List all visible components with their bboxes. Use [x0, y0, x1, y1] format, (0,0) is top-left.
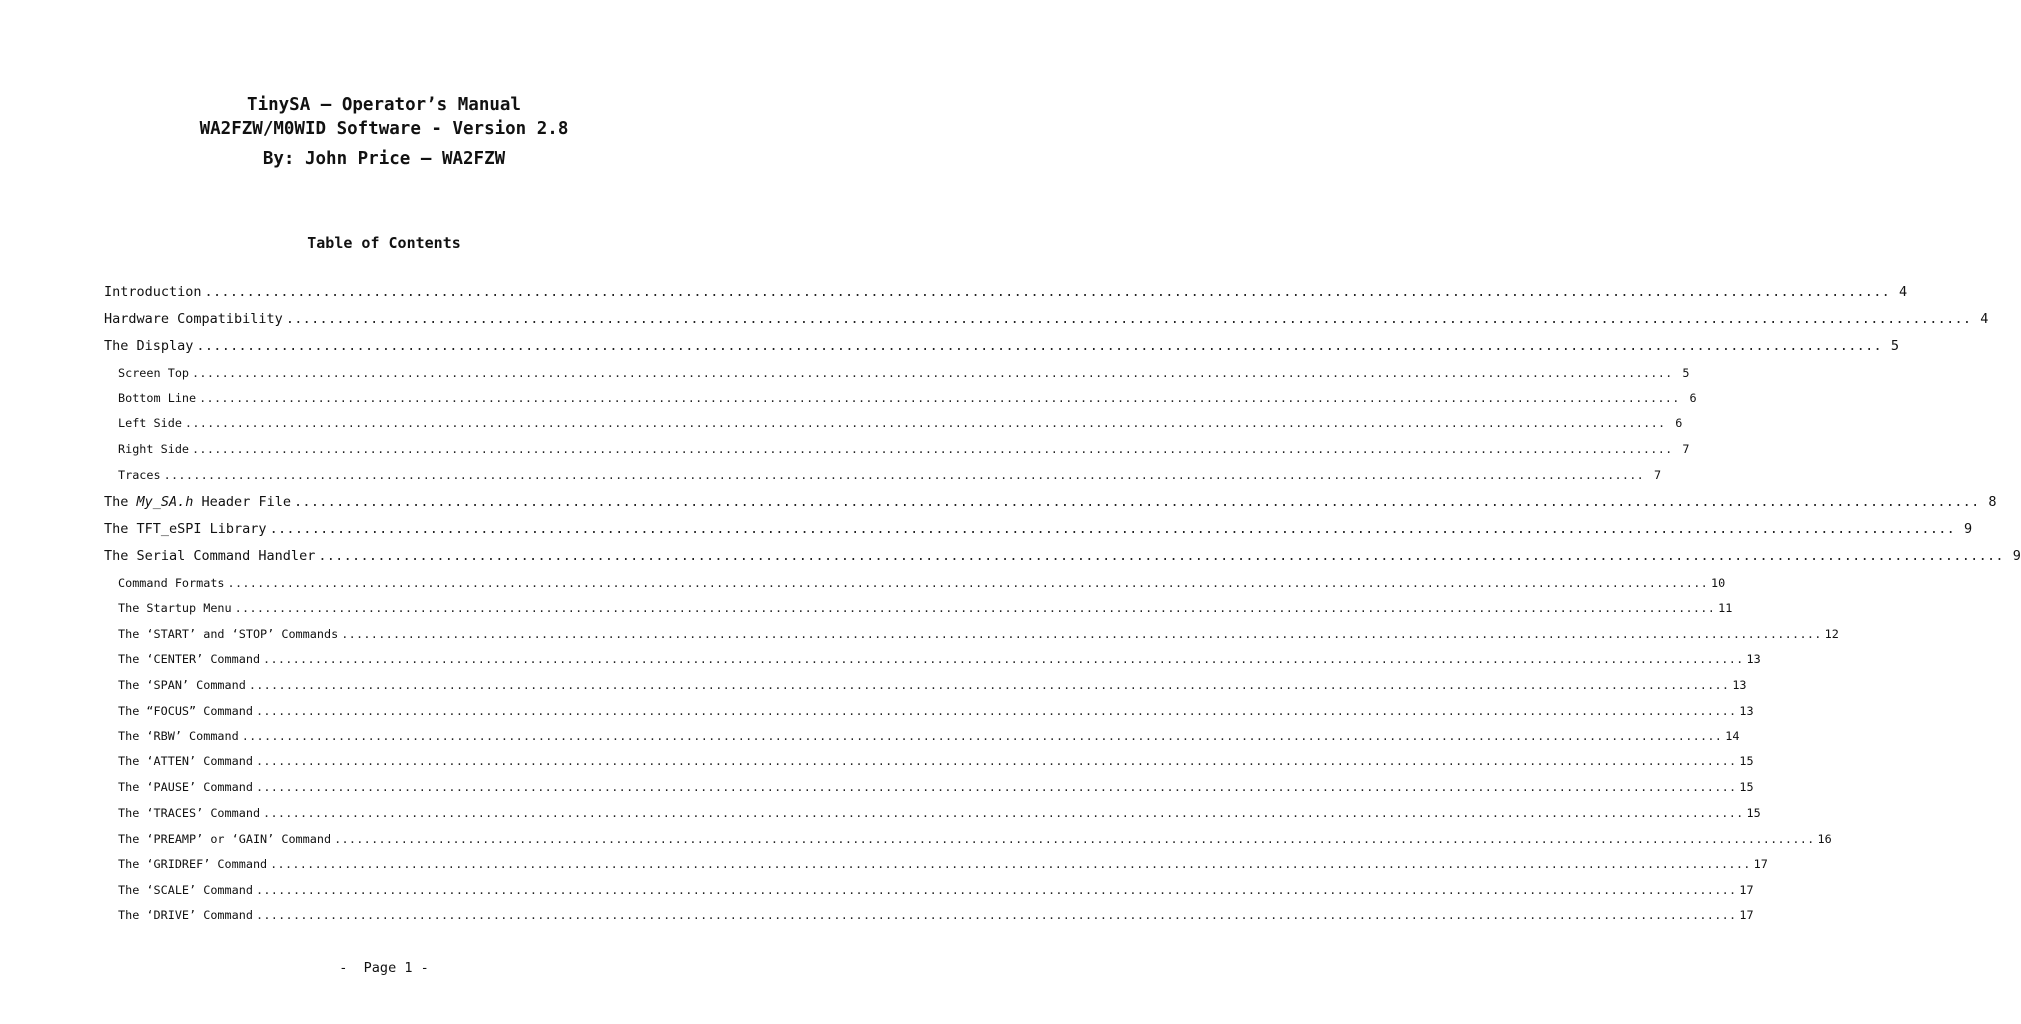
toc-entry-page-number: 8 [1988, 494, 1997, 510]
toc-entry-page-number: 13 [1739, 704, 1754, 718]
document-subtitle: WA2FZW/M0WID Software - Version 2.8 [199, 119, 569, 139]
toc-entry-page-number: 17 [1739, 883, 1754, 897]
toc-dot-leader: ........................................................................................................................................................................................................ [293, 494, 1980, 510]
toc-entry-page-number: 9 [1963, 521, 1973, 537]
toc-entry-page-number: 13 [1746, 652, 1761, 666]
toc-entry[interactable] [118, 574, 1726, 592]
toc-dot-leader: ........................................................................................................................................................................................................ [263, 806, 1744, 820]
toc-entry[interactable] [104, 309, 1989, 329]
toc-entry-page-number: 11 [1718, 601, 1733, 615]
toc-entry[interactable] [118, 676, 1747, 694]
toc-dot-leader: ........................................................................................................................................................................................................ [285, 311, 1972, 327]
toc-entry-title: Right Side [118, 442, 190, 456]
toc-dot-leader: ........................................................................................................................................................................................................ [199, 391, 1680, 405]
toc-entry[interactable] [104, 546, 2021, 566]
toc-dot-leader: ........................................................................................................................................................................................................ [255, 883, 1737, 897]
toc-entry[interactable] [118, 855, 1768, 873]
toc-entry-page-number: 16 [1817, 832, 1832, 846]
toc-entry-title: The ‘GRIDREF’ Command [118, 857, 268, 871]
toc-entry[interactable] [104, 519, 1973, 539]
toc-dot-leader: ........................................................................................................................................................................................................ [269, 521, 1956, 537]
toc-dot-leader: ........................................................................................................................................................................................................ [163, 468, 1645, 482]
toc-entry[interactable] [118, 778, 1754, 796]
toc-entry-page-number: 10 [1711, 576, 1726, 590]
toc-dot-leader: ........................................................................................................................................................................................................ [184, 416, 1666, 430]
toc-entry[interactable] [118, 650, 1761, 668]
toc-dot-leader: ........................................................................................................................................................................................................ [192, 366, 1673, 380]
toc-entry[interactable] [118, 466, 1662, 484]
toc-entry-title [104, 492, 291, 512]
toc-dot-leader: ........................................................................................................................................................................................................ [234, 601, 1716, 615]
toc-dot-leader: ........................................................................................................................................................................................................ [227, 576, 1709, 590]
toc-dot-leader: ........................................................................................................................................................................................................ [196, 338, 1882, 354]
document-title: TinySA – Operator’s Manual [247, 95, 521, 115]
toc-dot-leader: ........................................................................................................................................................................................................ [241, 729, 1723, 743]
toc-entry-page-number: 12 [1824, 627, 1839, 641]
toc-entry-page-number: 15 [1739, 754, 1754, 768]
toc-entry[interactable] [118, 440, 1690, 458]
toc-entry[interactable] [118, 906, 1754, 924]
toc-entry-page-number: 6 [1689, 391, 1697, 405]
toc-entry-title: Screen Top [118, 366, 190, 380]
toc-entry[interactable] [118, 599, 1733, 617]
toc-entry-page-number: 5 [1890, 338, 1899, 354]
toc-entry-title: Introduction [104, 284, 202, 300]
toc-entry-title: Left Side [118, 416, 182, 430]
toc-entry[interactable] [118, 414, 1683, 432]
toc-entry-title-suffix: Header File [193, 494, 291, 510]
toc-entry-title: Hardware Compatibility [104, 311, 283, 327]
toc-entry-title: The ‘TRACES’ Command [118, 806, 261, 820]
toc-dot-leader: ........................................................................................................................................................................................................ [204, 284, 1891, 300]
toc-dot-leader: ........................................................................................................................................................................................................ [255, 754, 1737, 768]
toc-entry-title: The Serial Command Handler [104, 548, 316, 564]
toc-entry-title: The Startup Menu [118, 601, 232, 615]
toc-entry-title: The ‘SCALE’ Command [118, 883, 253, 897]
toc-entry[interactable] [118, 830, 1832, 848]
toc-entry-title: Command Formats [118, 576, 225, 590]
toc-entry[interactable] [118, 727, 1740, 745]
toc-heading: Table of Contents [307, 234, 461, 252]
toc-entry-title: The ‘PAUSE’ Command [118, 780, 253, 794]
toc-entry-page-number: 7 [1653, 468, 1662, 482]
toc-entry-page-number: 15 [1739, 780, 1754, 794]
toc-entry-page-number: 17 [1753, 857, 1768, 871]
toc-entry[interactable] [104, 336, 1899, 356]
toc-dot-leader: ........................................................................................................................................................................................................ [255, 704, 1737, 718]
toc-entry-title: The “FOCUS” Command [118, 704, 253, 718]
toc-dot-leader: ........................................................................................................................................................................................................ [255, 908, 1737, 922]
toc-entry-title: The ‘DRIVE’ Command [118, 908, 253, 922]
toc-entry-title: Bottom Line [118, 391, 197, 405]
toc-dot-leader: ........................................................................................................................................................................................................ [248, 678, 1730, 692]
toc-entry-page-number: 6 [1675, 416, 1683, 430]
toc-entry-title: The ‘START’ and ‘STOP’ Commands [118, 627, 339, 641]
toc-dot-leader: ........................................................................................................................................................................................................ [334, 832, 1815, 846]
toc-dot-leader: ........................................................................................................................................................................................................ [270, 857, 1751, 871]
toc-entry-page-number: 15 [1746, 806, 1761, 820]
toc-entry[interactable] [118, 702, 1754, 720]
toc-entry-title: The ‘ATTEN’ Command [118, 754, 253, 768]
page-footer: - Page 1 - [339, 960, 429, 976]
toc-entry-title: The TFT_eSPI Library [104, 521, 267, 537]
toc-dot-leader: ........................................................................................................................................................................................................ [192, 442, 1673, 456]
toc-entry[interactable] [118, 804, 1761, 822]
toc-entry-page-number: 7 [1682, 442, 1690, 456]
toc-dot-leader: ........................................................................................................................................................................................................ [255, 780, 1737, 794]
toc-entry-title: The Display [104, 338, 194, 354]
toc-entry-title-italic: My_SA.h [136, 494, 194, 510]
toc-entry-page-number: 5 [1682, 366, 1690, 380]
toc-entry[interactable] [118, 625, 1839, 643]
toc-entry[interactable] [104, 282, 1908, 302]
toc-entry-page-number: 4 [1980, 311, 1989, 327]
toc-entry-page-number: 9 [2012, 548, 2021, 564]
document-title-block [0, 93, 768, 171]
toc-entry-title: Traces [118, 468, 161, 482]
toc-entry[interactable] [118, 752, 1754, 770]
toc-entry[interactable] [118, 881, 1754, 899]
toc-entry-title: The ‘CENTER’ Command [118, 652, 261, 666]
toc-entry-page-number: 14 [1725, 729, 1740, 743]
toc-entry[interactable] [104, 492, 1997, 512]
toc-entry-page-number: 13 [1732, 678, 1747, 692]
toc-entry-title: The ‘RBW’ Command [118, 729, 239, 743]
toc-entry[interactable] [118, 364, 1690, 382]
toc-entry-title: The ‘PREAMP’ or ‘GAIN’ Command [118, 832, 332, 846]
toc-entry[interactable] [118, 389, 1697, 407]
toc-dot-leader: ........................................................................................................................................................................................................ [341, 627, 1822, 641]
toc-entry-title-prefix: The [104, 494, 137, 510]
toc-dot-leader: ........................................................................................................................................................................................................ [263, 652, 1744, 666]
document-author: By: John Price – WA2FZW [262, 149, 506, 169]
toc-entry-page-number: 17 [1739, 908, 1754, 922]
toc-dot-leader: ........................................................................................................................................................................................................ [318, 548, 2004, 564]
toc-entry-title: The ‘SPAN’ Command [118, 678, 246, 692]
toc-entry-page-number: 4 [1898, 284, 1908, 300]
